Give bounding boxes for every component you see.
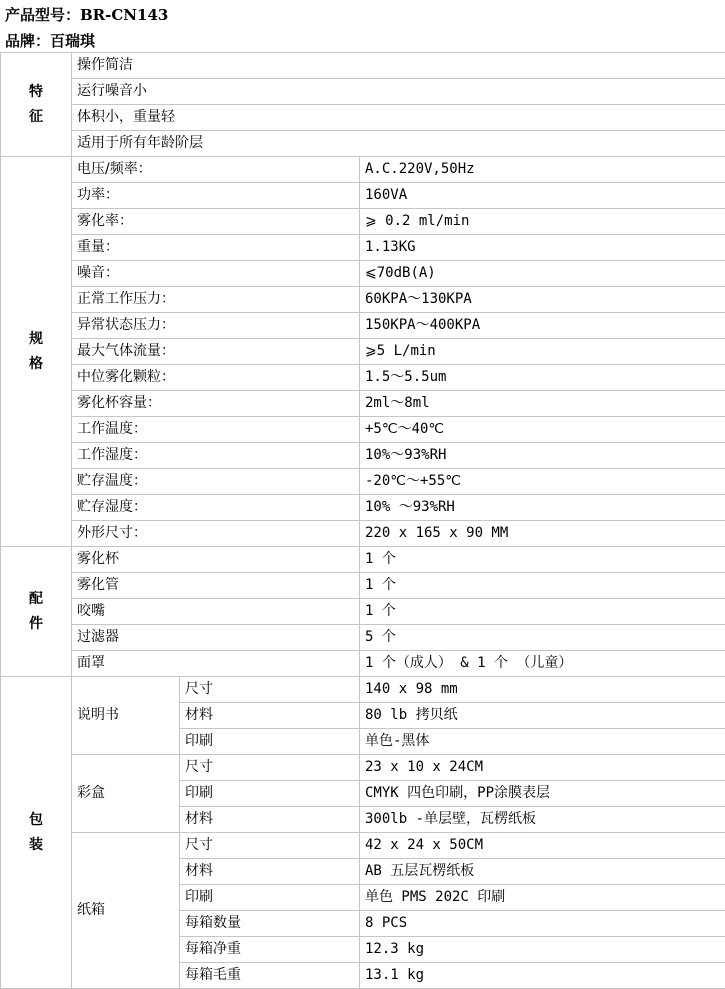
spec-value: ⩾ 0.2 ml/min — [360, 209, 725, 235]
spec-row — [1, 157, 725, 183]
packaging-value: 80 lb 拷贝纸 — [360, 703, 725, 729]
accessory-value: 5 个 — [360, 625, 725, 651]
accessory-row — [1, 625, 725, 651]
spec-value: A.C.220V,50Hz — [360, 157, 725, 183]
accessory-label: 面罩 — [72, 651, 360, 677]
spec-value: 2ml～8ml — [360, 391, 725, 417]
packaging-row — [1, 677, 725, 703]
packaging-group-manual: 说明书 — [72, 677, 180, 755]
packaging-label: 印刷 — [180, 781, 360, 807]
spec-value: 150KPA～400KPA — [360, 313, 725, 339]
packaging-label: 材料 — [180, 859, 360, 885]
spec-label: 重量： — [72, 235, 360, 261]
spec-row — [1, 495, 725, 521]
accessory-label: 过滤器 — [72, 625, 360, 651]
spec-row — [1, 209, 725, 235]
spec-label: 贮存温度： — [72, 469, 360, 495]
accessory-row — [1, 651, 725, 677]
spec-row — [1, 521, 725, 547]
spec-row — [1, 417, 725, 443]
spec-row — [1, 443, 725, 469]
feature-item: 体积小，重量轻 — [72, 105, 725, 131]
spec-value: ⩾5 L/min — [360, 339, 725, 365]
accessories-section-label: 配 件 — [1, 547, 72, 677]
spec-value: 220 x 165 x 90 MM — [360, 521, 725, 547]
spec-value: 160VA — [360, 183, 725, 209]
accessory-value: 1 个 — [360, 599, 725, 625]
packaging-value: 42 x 24 x 50CM — [360, 833, 725, 859]
spec-value: 1.13KG — [360, 235, 725, 261]
packaging-section-label: 包 装 — [1, 677, 72, 989]
packaging-value: 300lb -单层壁，瓦楞纸板 — [360, 807, 725, 833]
packaging-label: 尺寸 — [180, 677, 360, 703]
spec-row — [1, 235, 725, 261]
packaging-value: 8 PCS — [360, 911, 725, 937]
packaging-row — [1, 833, 725, 859]
packaging-label: 尺寸 — [180, 755, 360, 781]
packaging-label: 材料 — [180, 703, 360, 729]
spec-label: 正常工作压力： — [72, 287, 360, 313]
spec-label: 功率： — [72, 183, 360, 209]
packaging-value: AB 五层瓦楞纸板 — [360, 859, 725, 885]
packaging-value: 12.3 kg — [360, 937, 725, 963]
packaging-label: 材料 — [180, 807, 360, 833]
brand-heading: 品牌：百瑞琪 — [5, 32, 96, 50]
spec-label: 工作温度： — [72, 417, 360, 443]
spec-label: 电压/频率： — [72, 157, 360, 183]
packaging-value: 单色 PMS 202C 印刷 — [360, 885, 725, 911]
packaging-value: 23 x 10 x 24CM — [360, 755, 725, 781]
packaging-value: 单色-黑体 — [360, 729, 725, 755]
spec-row — [1, 287, 725, 313]
packaging-label: 印刷 — [180, 729, 360, 755]
packaging-label: 印刷 — [180, 885, 360, 911]
spec-label: 工作湿度： — [72, 443, 360, 469]
accessory-row — [1, 547, 725, 573]
packaging-value: CMYK 四色印刷，PP涂膜表层 — [360, 781, 725, 807]
spec-value: +5℃～40℃ — [360, 417, 725, 443]
accessory-label: 咬嘴 — [72, 599, 360, 625]
packaging-value: 140 x 98 mm — [360, 677, 725, 703]
spec-label: 外形尺寸： — [72, 521, 360, 547]
spec-label: 噪音： — [72, 261, 360, 287]
feature-row — [1, 79, 725, 105]
spec-row — [1, 261, 725, 287]
product-spec-table — [0, 52, 725, 989]
spec-value: 10% ～93%RH — [360, 495, 725, 521]
spec-row — [1, 339, 725, 365]
packaging-row — [1, 755, 725, 781]
accessory-row — [1, 599, 725, 625]
spec-label: 最大气体流量： — [72, 339, 360, 365]
feature-row — [1, 105, 725, 131]
feature-row — [1, 53, 725, 79]
spec-label: 贮存湿度： — [72, 495, 360, 521]
feature-item: 操作简洁 — [72, 53, 725, 79]
spec-value: ⩽70dB(A) — [360, 261, 725, 287]
packaging-label: 每箱数量 — [180, 911, 360, 937]
spec-label: 雾化杯容量： — [72, 391, 360, 417]
packaging-group-carton: 纸箱 — [72, 833, 180, 989]
accessory-row — [1, 573, 725, 599]
packaging-label: 尺寸 — [180, 833, 360, 859]
spec-value: 10%～93%RH — [360, 443, 725, 469]
packaging-label: 每箱毛重 — [180, 963, 360, 989]
accessory-value: 1 个（成人） & 1 个 （儿童） — [360, 651, 725, 677]
product-model-heading: 产品型号：BR-CN143 — [5, 6, 169, 24]
accessory-label: 雾化杯 — [72, 547, 360, 573]
specs-section-label: 规 格 — [1, 157, 72, 547]
feature-item: 运行噪音小 — [72, 79, 725, 105]
packaging-value: 13.1 kg — [360, 963, 725, 989]
spec-label: 异常状态压力： — [72, 313, 360, 339]
accessory-value: 1 个 — [360, 573, 725, 599]
spec-row — [1, 313, 725, 339]
spec-label: 中位雾化颗粒： — [72, 365, 360, 391]
spec-row — [1, 365, 725, 391]
feature-row — [1, 131, 725, 157]
packaging-label: 每箱净重 — [180, 937, 360, 963]
spec-value: 60KPA～130KPA — [360, 287, 725, 313]
feature-item: 适用于所有年龄阶层 — [72, 131, 725, 157]
spec-row — [1, 183, 725, 209]
accessory-label: 雾化管 — [72, 573, 360, 599]
spec-row — [1, 391, 725, 417]
spec-value: -20℃～+55℃ — [360, 469, 725, 495]
spec-row — [1, 469, 725, 495]
accessory-value: 1 个 — [360, 547, 725, 573]
spec-label: 雾化率： — [72, 209, 360, 235]
spec-value: 1.5～5.5um — [360, 365, 725, 391]
packaging-group-color-box: 彩盒 — [72, 755, 180, 833]
features-section-label: 特 征 — [1, 53, 72, 157]
